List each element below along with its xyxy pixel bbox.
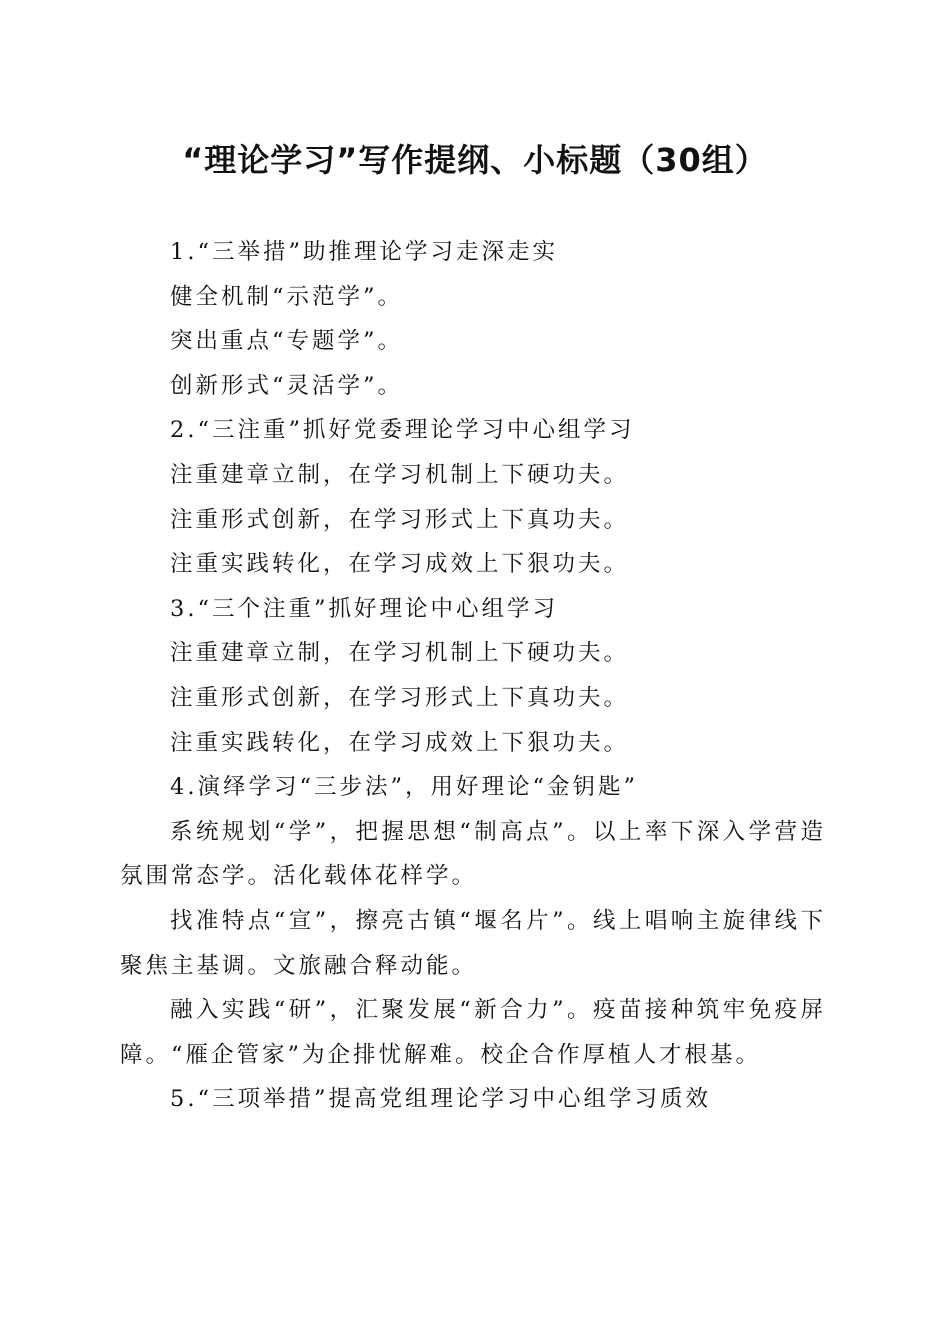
section-item: 突出重点“专题学”。 <box>170 328 404 355</box>
section-heading-1: 1.“三举措”助推理论学习走深走实 <box>170 239 558 265</box>
body-paragraph: 融入实践“研”，汇聚发展“新合力”。疫苗接种筑牢免疫屏障。“雁企管家”为企排忧解难。校企合作厚植人才根基。 <box>120 997 826 1068</box>
body-paragraph: 系统规划“学”，把握思想“制高点”。以上率下深入学营造氛围常态学。活化载体花样学。 <box>120 818 826 890</box>
section-item: 注重形式创新，在学习形式上下真功夫。 <box>170 684 630 711</box>
section-item: 注重建章立制，在学习机制上下硬功夫。 <box>170 461 630 488</box>
document-body <box>120 230 826 1122</box>
document-title: “理论学习”写作提纲、小标题（30组） <box>182 141 768 179</box>
section-heading-2: 2.“三注重”抓好党委理论学习中心组学习 <box>170 417 635 444</box>
section-item: 注重实践转化，在学习成效上下狠功夫。 <box>170 729 630 756</box>
section-item: 注重建章立制，在学习机制上下硬功夫。 <box>170 640 630 667</box>
section-item: 健全机制“示范学”。 <box>170 283 404 310</box>
section-heading-4: 4.演绎学习“三步法”，用好理论“金钥匙” <box>170 774 638 801</box>
body-paragraph: 找准特点“宣”，擦亮古镇“堰名片”。线上唱响主旋律线下聚焦主基调。文旅融合释动能。 <box>120 907 826 979</box>
section-item: 注重形式创新，在学习形式上下真功夫。 <box>170 506 630 533</box>
section-heading-5: 5.“三项举措”提高党组理论学习中心组学习质效 <box>170 1086 711 1113</box>
section-item: 注重实践转化，在学习成效上下狠功夫。 <box>170 551 630 578</box>
section-item: 创新形式“灵活学”。 <box>170 372 404 399</box>
section-heading-3: 3.“三个注重”抓好理论中心组学习 <box>170 595 558 622</box>
